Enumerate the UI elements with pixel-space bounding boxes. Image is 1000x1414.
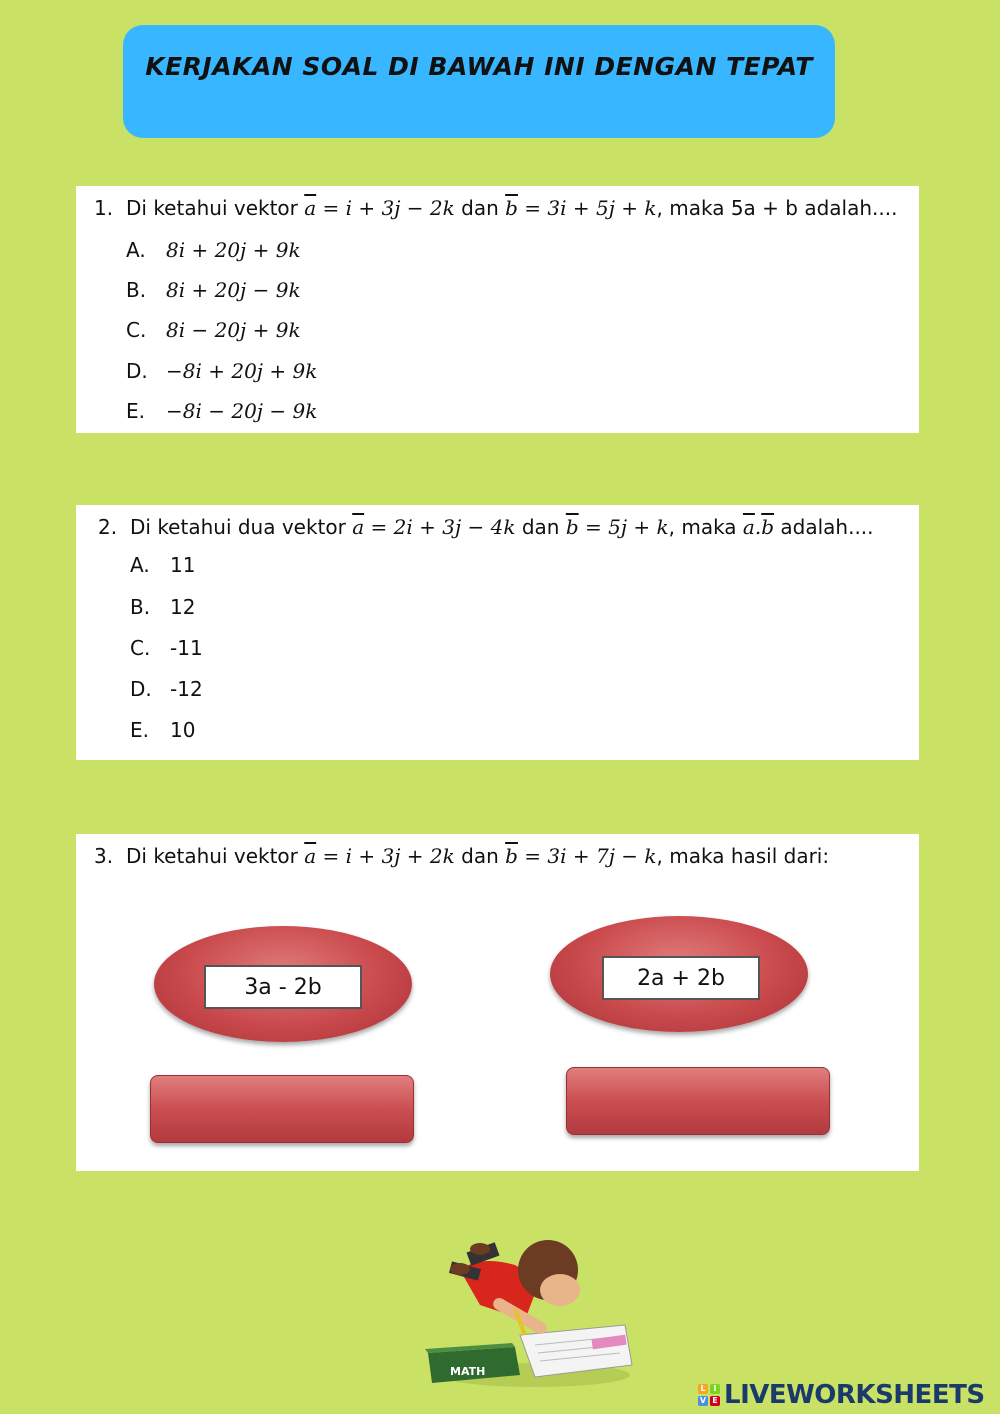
question-3-text: 3. Di ketahui vektor $\overline{a} = i + 3j + 2k$ dan $\overline{b} = 3i + 7j - k$, maka hasil dari: <box>94 844 830 868</box>
vector-b: $\overline{b}$ <box>505 844 518 868</box>
part-1-label: 3a - 2b <box>204 965 362 1009</box>
option-e[interactable]: E. 10 <box>130 718 196 742</box>
question-2-card <box>76 505 919 760</box>
question-2-text: 2. Di ketahui dua vektor $\overline{a} = 2i + 3j - 4k$ dan $\overline{b} = 5j + k$, maka $\overline{a}.\overline{b}$ adalah.... <box>98 515 874 539</box>
option-b[interactable]: B. 8i + 20j − 9k <box>126 278 301 302</box>
question-number: 2. <box>98 515 118 539</box>
question-1-card <box>76 186 919 433</box>
question-1-text: 1. Di ketahui vektor $\overline{a} = i + 3j - 2k$ dan $\overline{b} = 3i + 5j + k$, maka 5a + b adalah.... <box>94 196 898 220</box>
math-book-label: MATH <box>450 1365 486 1378</box>
vector-a: $\overline{a}$ <box>304 196 317 220</box>
option-c[interactable]: C. -11 <box>130 636 203 660</box>
part-1-answer-input[interactable] <box>150 1075 414 1143</box>
option-b[interactable]: B. 12 <box>130 595 196 619</box>
option-a[interactable]: A. 8i + 20j + 9k <box>126 238 301 262</box>
vector-b: $\overline{b}$ <box>505 196 518 220</box>
child-studying-icon <box>420 1225 640 1395</box>
question-number: 3. <box>94 844 114 868</box>
brand-name: LIVEWORKSHEETS <box>724 1380 985 1410</box>
logo-grid-icon: L I V E <box>698 1384 720 1406</box>
option-d[interactable]: D. -12 <box>130 677 203 701</box>
liveworksheets-logo <box>698 1378 985 1412</box>
question-3-card <box>76 834 919 1171</box>
option-d[interactable]: D. −8i + 20j + 9k <box>126 359 318 383</box>
vector-a: $\overline{a}$ <box>304 844 317 868</box>
option-e[interactable]: E. −8i − 20j − 9k <box>126 399 318 423</box>
option-c[interactable]: C. 8i − 20j + 9k <box>126 318 301 342</box>
vector-a: $\overline{a}$ <box>352 515 365 539</box>
option-a[interactable]: A. 11 <box>130 553 196 577</box>
page-header <box>123 25 835 138</box>
page-title: KERJAKAN SOAL DI BAWAH INI DENGAN TEPAT <box>145 52 813 81</box>
part-2-answer-input[interactable] <box>566 1067 830 1135</box>
part-2-label: 2a + 2b <box>602 956 760 1000</box>
question-number: 1. <box>94 196 114 220</box>
vector-b: $\overline{b}$ <box>565 515 579 539</box>
